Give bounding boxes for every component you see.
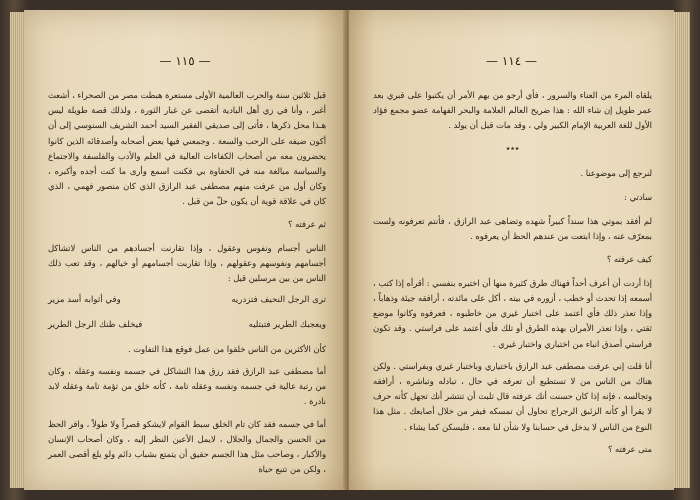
paragraph: الناس أجسام ونفوس وعقول ، وإذا تقارنت أجسادهم من الناس لاتشاكل أجسامهم ونفوسهم وعقولهم ، وإذا تقاربت أجسامهم أو خيالهم ، وقد تعب ذلك الناس من بين مرسلين قيل :: [48, 242, 326, 284]
hemistich: وفي أثوابه أسد مزير: [48, 295, 121, 306]
paragraph: أنا قلت إني عرفت مصطفى عبد الرازق باختياري وباختبار غيري وبفراستي . ولكن هناك من الناس من لا تستطيع أن تعرفه في حال ، تبادله وتباشره ، أرافقه وتجالسه ، فإنه إذا كان حسنت أنك عرفته قال تلبث أن تنتشر أنك تجهل كأنه حرف لا يقرأ أو كأنه الزئبق الرجراج تحاول أن تمسكه فيفر من خلال أصابعك . مثل هذا النوع من الناس لا يدخل في حسابنا ولا شأن لنا معه ، فليسكن كما يشاء .: [373, 360, 652, 432]
hemistich: ترى الرجل النحيف فتزدريه: [231, 295, 326, 306]
paragraph: أما في جسمه فقد كان تام الخلق سبط القوام لايشكو قصراً ولا طولاً ، وافر الحظ من الحسن والجمال والجلال ، لايمل الأعين النظر إليه ، وكان أصحاب الإنسان والأكبار ، وصاحب مثل هذا الجسم حقيق أن يتمتع بشباب دائم ولو بلغ أقصى العمر ، ولكن من تتبع حياة: [48, 418, 326, 475]
paragraph: لم أفقد بموتي هذا سنداً كبيراً شهده وتضاهى عبد الرازق ، فأنتم تعرفونه ولست بمعرّف عنه ، وإذا ابتعت من عندهم الحظ أن يعرفوه .: [373, 216, 652, 242]
page-edges-right: [674, 12, 690, 488]
hemistich: فيخلف ظنك الرجل الطرير: [48, 319, 143, 330]
poem-verse: [48, 318, 326, 333]
page-body: [48, 88, 326, 484]
paragraph: لنرجع إلى موضوعنا .: [580, 167, 652, 178]
right-page: [349, 10, 674, 490]
paragraph: أما مصطفى عبد الرازق فقد رزق هذا التشاكل في جسمه ونفسه وعقله ، وكان من رتبة عالية في جسمه ونفسه وعقله تامة ، كأنه خلق من تؤمة تامة وعقله لابد نادرة .: [48, 366, 326, 407]
paragraph: يلقاه المرء من العناء والسرور ، فأي أرجو من بهم الأمر أن يكتبوا على قبري بعد عمر طويل إن شاء الله : هذا ضريح العالم العلامة والبحر الفهامة عضو مجمع فؤاد الأول للغة العربية الإمام الكبير ولي ، وقد مات قبل أن يولد .: [373, 90, 652, 131]
hemistich: ويعجبك الطرير فتبتليه: [248, 319, 326, 330]
paragraph: كأن الأكثرين من الناس خلقوا من عمل فوقع هذا التفاوت .: [127, 343, 326, 354]
left-page: [24, 10, 346, 490]
section-heading: ثم عرفته ؟: [288, 218, 326, 229]
section-heading: متى عرفته ؟: [608, 443, 652, 454]
page-number: — ١١٤ —: [486, 54, 537, 68]
salutation: سادتي :: [624, 192, 652, 203]
section-heading: كيف عرفته ؟: [606, 253, 652, 264]
paragraph: قبل ثلاثين سنة والحرب العالمية الأولى مستعرة هبطت مصر من الصحراء ، أشعث أغبر ، وأنا في زي أهل البادية أتقصى عن غبار الثورة ، ولذلك قصة طويلة ليس هـذا محل ذكرها ، فأتى إلى صديقي الفقير السيد أحمد الشريف السنوسي إلى أن أكون ضيفه على الرحب والسعة . وجمعني فيها بعض أصحابه وأصدقائه الذين كانوا يحضرون معه من أصحاب الكفاءات العالية في العلم والأدب والفلسفة والاجتماع والسياسة مبالغة منه في الحفاوة بي فكنت اسمع وأرى ما كنت أجده وأكبره ، وكان أول من عرفت منهم مصطفى عبد الرازق الذي كان منصور فهمي ، الذي كان في علاقة قوية أن يكون حلّ من قبل .: [48, 90, 326, 207]
paragraph: إذا أردت أن أعرف أحداً فهناك طرق كثيرة منها أن اختبره بنفسي : أقرأه إذا كتب ، أسمعه إذا تحدث أو خطب ، أزوره في بيته ، أكل على مائدته ، أرافقه جيئة وذهاباً ، وإذا تعذر ذلك فأي أعتمد على اختبار غيري من خاطبوه ، فعرفوه وكانوا موضع ثقتي ، وإذا تعذر الأمران بهذه الطرق أو تلك فأي أعتمد على فراستي . وقد تكون فراستي أصدق انباء من اختباري واختبار غيري .: [373, 277, 652, 349]
page-body: [373, 88, 652, 466]
page-number: — ١١٥ —: [159, 54, 211, 68]
poem-verse: [48, 293, 326, 308]
section-divider: ٭٭٭: [505, 142, 520, 153]
